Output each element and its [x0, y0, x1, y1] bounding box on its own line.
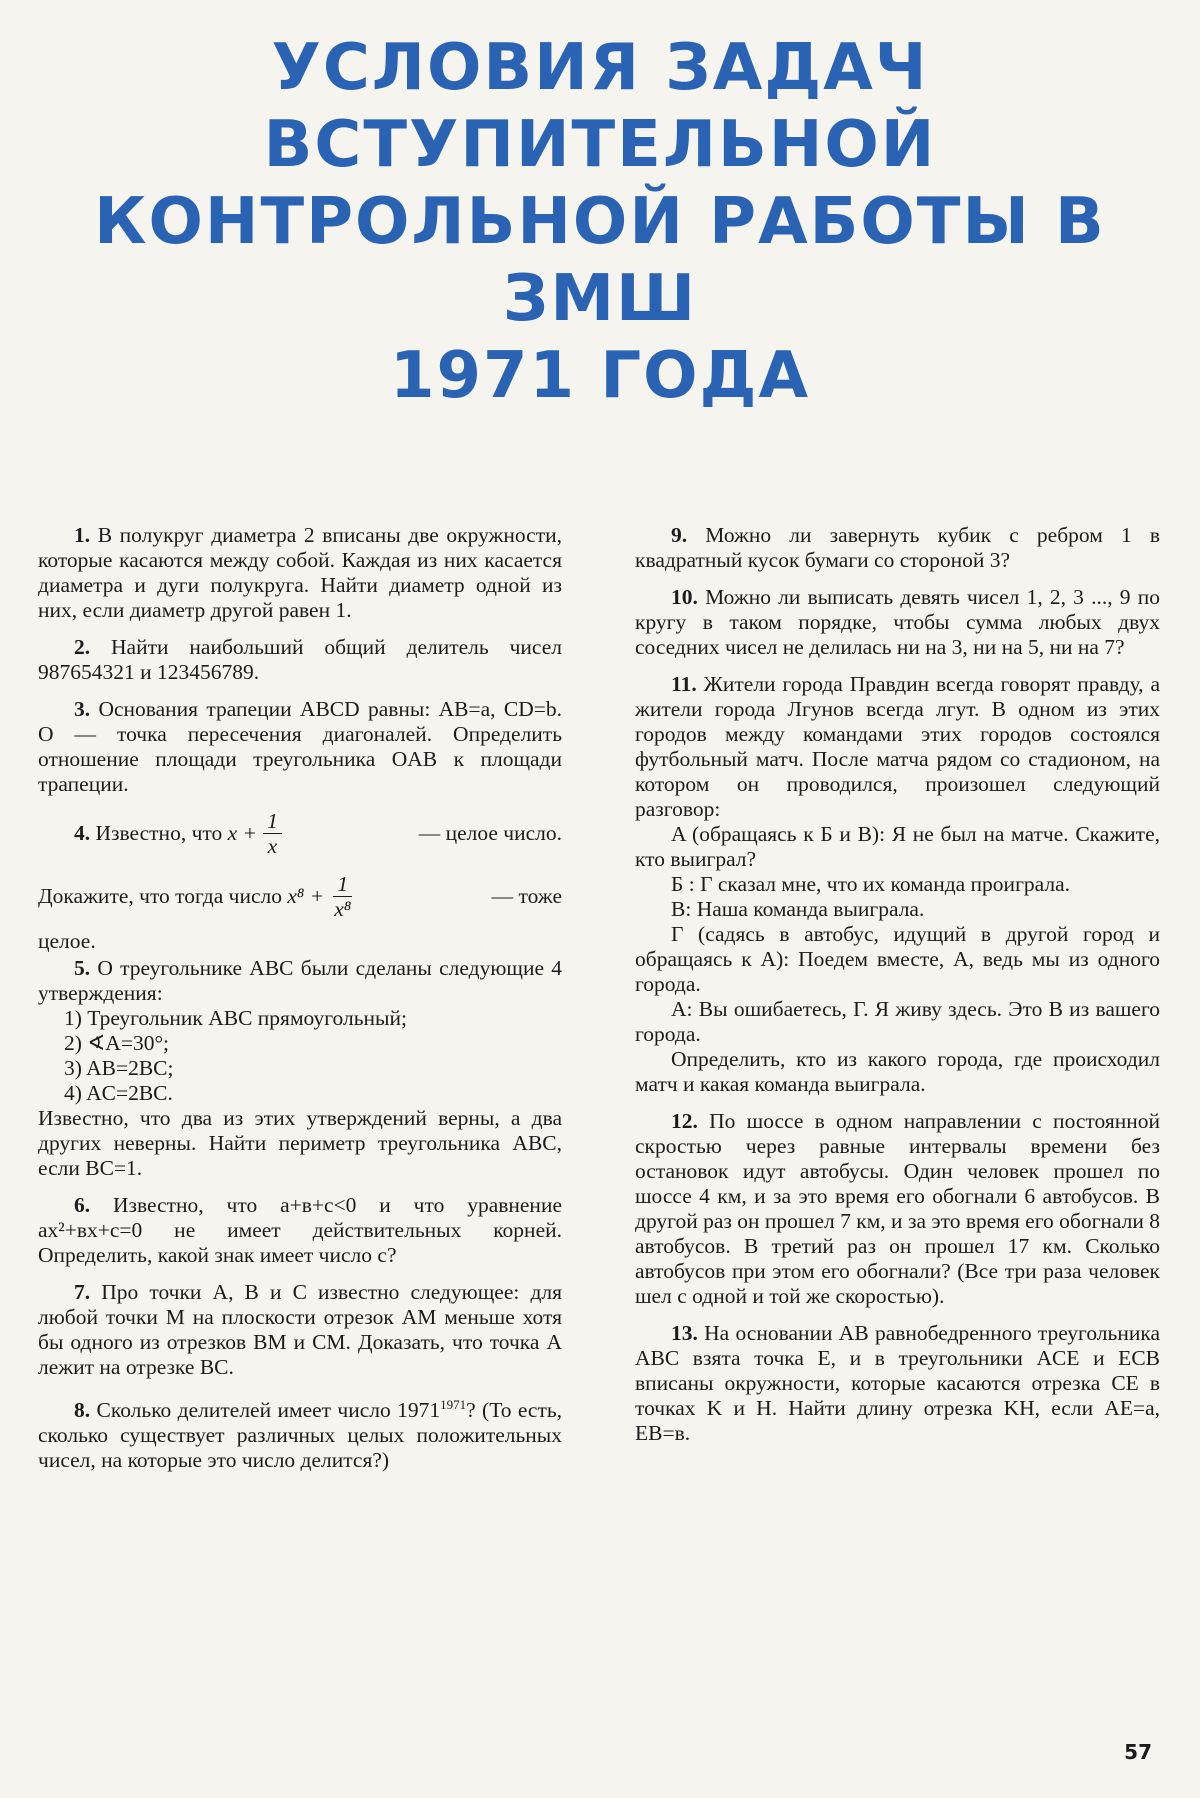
problem-text: Основания трапеции ABCD равны: AB=a, CD=b. O — точка пересечения диагоналей. Определить отношение площади треугольника OAB к площади трапеции. [38, 697, 562, 796]
problem-9 [635, 523, 1160, 573]
problem-4 [38, 809, 562, 954]
list-item: 1) Треугольник ABC прямоугольный; [64, 1006, 407, 1030]
problem-text: Сколько делителей имеет число 1971 [96, 1398, 441, 1423]
formula-line-2 [38, 872, 562, 921]
problem-text: — целое число. [418, 821, 562, 845]
problem-text: Известно, что a+в+c<0 и что уравнение ax²+вx+c=0 не имеет действительных корней. Определить, какой знак имеет число c? [38, 1193, 562, 1267]
list-item: 3) AB=2BC; [64, 1056, 174, 1080]
problem-10 [635, 585, 1160, 660]
problem-8 [38, 1392, 562, 1473]
fraction-denominator: x⁸ [334, 897, 352, 921]
dialog-line: A (обращаясь к Б и В): Я не был на матче. Скажите, кто выиграл? [635, 822, 1160, 871]
problem-6 [38, 1193, 562, 1268]
fraction [263, 809, 282, 858]
fraction [330, 872, 355, 921]
problem-11 [635, 672, 1160, 1097]
dialog-line: A: Вы ошибаетесь, Г. Я живу здесь. Это В из вашего города. [635, 997, 1160, 1046]
fraction-numerator: 1 [263, 809, 282, 834]
problem-text: Докажите, что тогда число [38, 884, 282, 908]
problem-number: 9. [671, 523, 688, 547]
fraction-denominator: x [267, 834, 278, 858]
problem-text: Жители города Правдин всегда говорят правду, а жители города Лгунов всегда лгут. В одном из этих городов между командами этих городов состоялся футбольный матч. После матча рядом со стадионом, на котором он проводился, произошел следующий разговор: [635, 672, 1160, 821]
problem-1 [38, 523, 562, 623]
title-line: КОНТРОЛЬНОЙ РАБОТЫ В ЗМШ [94, 185, 1106, 336]
formula-expression: x⁸ + [287, 884, 325, 908]
title-line: ВСТУПИТЕЛЬНОЙ [263, 108, 937, 182]
problem-text: Найти наибольший общий делитель чисел 987654321 и 123456789. [38, 635, 562, 684]
problem-number: 2. [74, 635, 91, 659]
problem-text: О треугольнике ABC были сделаны следующие 4 утверждения: [38, 956, 562, 1005]
problem-13 [635, 1321, 1160, 1446]
problem-number: 8. [74, 1398, 91, 1423]
problem-number: 6. [74, 1193, 91, 1217]
problem-number: 13. [671, 1321, 698, 1345]
problem-number: 7. [74, 1280, 91, 1304]
problem-text: Про точки A, B и C известно следующее: для любой точки M на плоскости отрезок AM меньше хотя бы одного из отрезков BM и CM. Доказать, что точка A лежит на отрезке BC. [38, 1280, 563, 1379]
page-title [0, 30, 1200, 415]
formula-line-1 [74, 809, 562, 858]
problem-text: Можно ли завернуть кубик с ребром 1 в квадратный кусок бумаги со стороной 3? [635, 523, 1161, 572]
dialog-line: Б : Г сказал мне, что их команда проиграла. [671, 872, 1071, 896]
page-number: 57 [1124, 1740, 1152, 1764]
title-line: УСЛОВИЯ ЗАДАЧ [271, 31, 929, 105]
problem-12 [635, 1109, 1160, 1309]
problem-number: 3. [74, 697, 91, 721]
problem-2 [38, 635, 562, 685]
problem-text: По шоссе в одном направлении с постоянной скростью через равные интервалы времени без остановок идут автобусы. Один человек прошел по шоссе 4 км, и за это время его обогнали 6 автобусов. В другой раз он прошел 7 км, и за это время его обогнали 8 автобусов. В третий раз он прошел 17 км. Сколько автобусов при этом его обогнали? (Все три раза человек шел с одной и той же скоростью). [635, 1109, 1161, 1308]
problem-5 [38, 956, 562, 1181]
right-column [635, 523, 1160, 1458]
problem-text: Известно, что [95, 821, 223, 845]
exponent: 1971 [440, 1397, 467, 1412]
dialog [635, 822, 1160, 1097]
problem-3 [38, 697, 562, 797]
problem-text: Можно ли выписать девять чисел 1, 2, 3 ..., 9 по кругу в таком порядке, чтобы сумма любых двух соседних чисел не делилась ни на 3, ни на 5, ни на 7? [635, 585, 1160, 659]
title-line: 1971 ГОДА [389, 339, 811, 413]
dialog-line: Определить, кто из какого города, где происходил матч и какая команда выиграла. [635, 1047, 1160, 1096]
dialog-line: Г (садясь в автобус, идущий в другой город и обращаясь к A): Поедем вместе, A, ведь мы из одного города. [635, 922, 1160, 996]
problem-text: ? (То есть, сколько существует различных целых положительных чисел, на которые это число делится?) [38, 1398, 563, 1473]
problem-7 [38, 1280, 562, 1380]
statement-list [64, 1006, 562, 1106]
problem-text: На основании AB равнобедренного треугольника ABC взята точка E, и в треугольники ACE и ECB вписаны окружности, которые касаются отрезка CE в точках K и H. Найти длину отрезка KH, если AE=a, EB=в. [635, 1321, 1160, 1445]
problem-number: 12. [671, 1109, 698, 1133]
problem-number: 10. [671, 585, 698, 609]
dialog-line: В: Наша команда выиграла. [671, 897, 925, 921]
problem-text: целое. [38, 929, 96, 953]
problem-text: Известно, что два из этих утверждений верны, а два других неверны. Найти периметр треугольника ABC, если BC=1. [38, 1106, 562, 1180]
left-column [38, 523, 562, 1485]
fraction-numerator: 1 [333, 872, 352, 897]
problem-number: 11. [671, 672, 697, 696]
problem-number: 1. [74, 523, 91, 547]
list-item: 2) ∢A=30°; [64, 1031, 170, 1055]
problem-number: 4. [74, 821, 91, 845]
problem-text: В полукруг диаметра 2 вписаны две окружности, которые касаются между собой. Каждая из них касается диаметра и дуги полукруга. Найти диаметр одной из них, если диаметр другой равен 1. [38, 523, 562, 622]
problem-number: 5. [74, 956, 91, 980]
formula-expression: x + [227, 821, 258, 845]
list-item: 4) AC=2BC. [64, 1081, 173, 1105]
problem-text: — тоже [491, 884, 562, 908]
